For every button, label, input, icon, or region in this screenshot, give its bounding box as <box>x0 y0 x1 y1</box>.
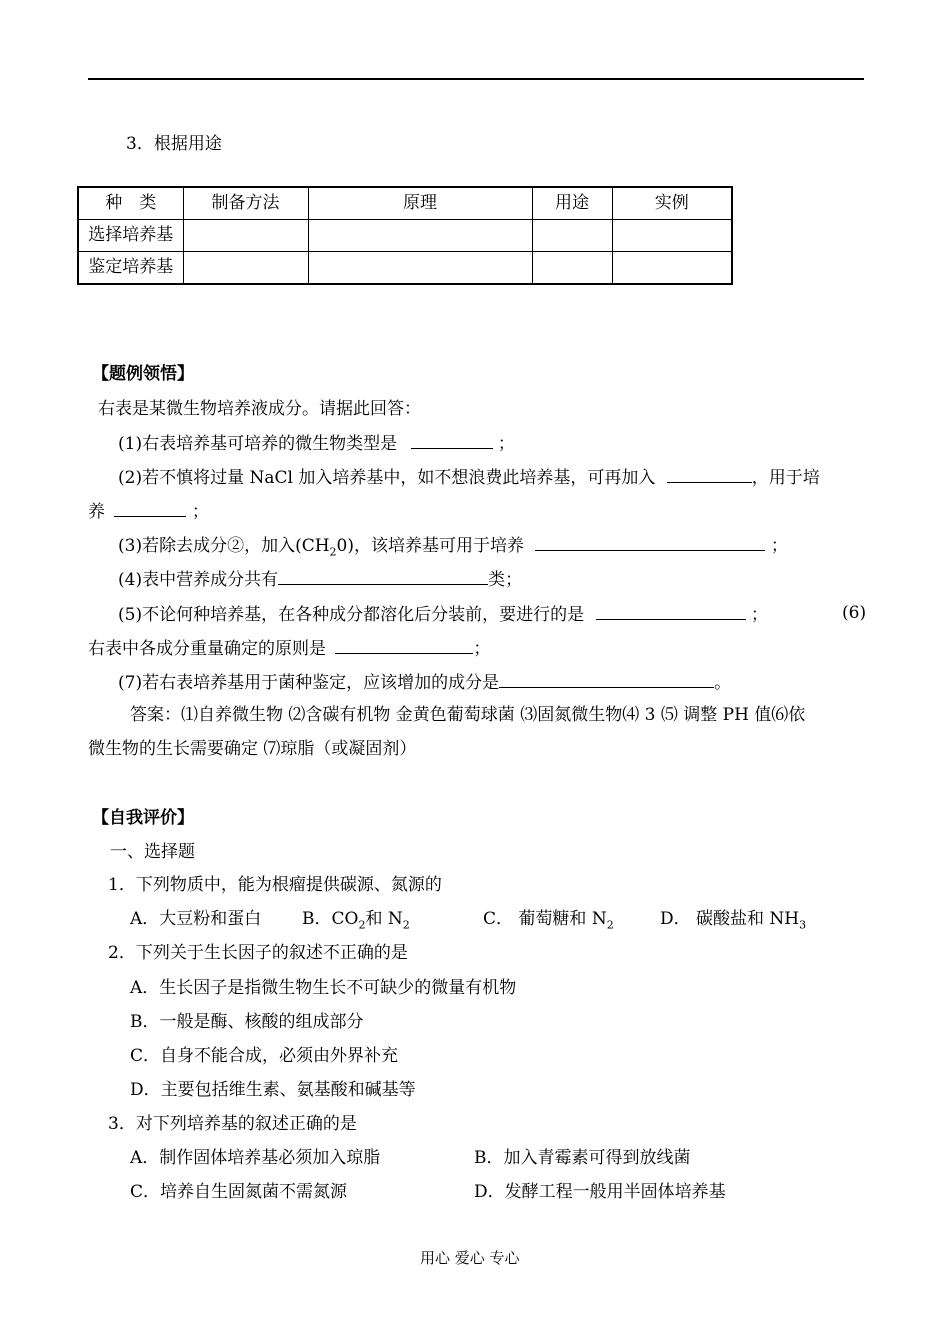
question-text: ； <box>191 502 209 522</box>
question-text: 右表中各成分重量确定的原则是 <box>88 639 326 659</box>
subscript: 2 <box>606 918 614 932</box>
option-c <box>483 909 614 932</box>
table-header-cell: 用途 <box>532 187 612 220</box>
question-7 <box>118 671 731 693</box>
question-text: ； <box>750 605 768 625</box>
table-cell <box>612 252 732 285</box>
subscript: 2 <box>329 545 337 559</box>
question-text: 养 <box>88 502 105 522</box>
table-header-cell: 原理 <box>308 187 532 220</box>
option-a: A．制作固体培养基必须加入琼脂 <box>130 1148 381 1168</box>
table-row <box>78 252 732 285</box>
option-c: C．自身不能合成，必须由外界补充 <box>130 1046 399 1066</box>
option-b: B．加入青霉素可得到放线菌 <box>474 1148 691 1168</box>
table-cell <box>183 220 308 252</box>
table-header-cell: 实例 <box>612 187 732 220</box>
answer-blank <box>114 500 186 517</box>
example-intro: 右表是某微生物培养液成分。请据此回答： <box>98 399 421 419</box>
option-d: D．发酵工程一般用半固体培养基 <box>474 1182 726 1202</box>
table-row <box>78 220 732 252</box>
option-b: B．一般是酶、核酸的组成部分 <box>130 1012 364 1032</box>
question-text: 0)，该培养基可用于培养 <box>336 536 524 556</box>
answer-blank <box>667 466 752 483</box>
option-c: C．培养自生固氮菌不需氮源 <box>130 1182 348 1202</box>
section-heading: 3．根据用途 <box>126 134 222 154</box>
table-cell <box>308 252 532 285</box>
table-header-cell: 种 类 <box>78 187 183 220</box>
answer-line-1: 答案：⑴自养微生物 ⑵含碳有机物 金黄色葡萄球菌 ⑶固氮微生物⑷ 3 ⑸ 调整 PH 值⑹依 <box>130 705 806 725</box>
answer-blank <box>411 432 493 449</box>
table-cell <box>183 252 308 285</box>
table-cell <box>612 220 732 252</box>
question-text: ，用于培 <box>751 468 820 488</box>
question-6-number: (6) <box>842 603 867 623</box>
answer-blank <box>596 603 746 620</box>
header-rule <box>88 78 864 80</box>
question-text: (4)表中营养成分共有 <box>118 570 279 590</box>
question-text: (1)右表培养基可培养的微生物类型是 <box>118 434 398 454</box>
example-heading: 【题例领悟】 <box>92 364 194 384</box>
question-3 <box>118 534 788 559</box>
question-text: 。 <box>714 673 732 693</box>
subscript: 2 <box>358 918 366 932</box>
option-text: D． 碳酸盐和 NH <box>660 909 800 929</box>
option-d <box>660 909 807 932</box>
answer-blank <box>535 534 765 551</box>
option-text: C． 葡萄糖和 N <box>483 909 607 929</box>
table-cell: 选择培养基 <box>78 220 183 252</box>
table-cell <box>532 252 612 285</box>
question-text: (7)若右表培养基用于菌种鉴定，应该增加的成分是 <box>118 673 500 693</box>
subscript: 2 <box>402 918 410 932</box>
question-text: (5)不论何种培养基，在各种成分都溶化后分装前，要进行的是 <box>118 605 585 625</box>
subscript: 3 <box>799 918 807 932</box>
medium-table <box>77 186 733 285</box>
question-5 <box>118 603 768 625</box>
option-a: A．生长因子是指微生物生长不可缺少的微量有机物 <box>130 978 517 998</box>
table-cell <box>308 220 532 252</box>
table-cell <box>532 220 612 252</box>
question-text: (3)若除去成分②，加入(CH <box>118 536 330 556</box>
mc-question-3: 3．对下列培养基的叙述正确的是 <box>108 1114 357 1134</box>
option-d: D．主要包括维生素、氨基酸和碱基等 <box>130 1080 416 1100</box>
question-text: 类； <box>488 570 523 590</box>
option-text: B．CO <box>302 909 359 929</box>
option-text: 和 N <box>365 909 403 929</box>
table-cell: 鉴定培养基 <box>78 252 183 285</box>
table-header-row <box>78 187 732 220</box>
page-footer: 用心 爱心 专心 <box>420 1249 520 1267</box>
question-6 <box>88 637 490 659</box>
question-1 <box>118 432 515 454</box>
question-text: (2)若不慎将过量 NaCl 加入培养基中，如不想浪费此培养基，可再加入 <box>118 468 656 488</box>
question-text: ； <box>497 434 515 454</box>
question-text: ； <box>473 639 491 659</box>
answer-blank <box>499 671 714 688</box>
answer-blank <box>335 637 473 654</box>
answer-blank <box>278 568 488 585</box>
question-text: ； <box>770 536 788 556</box>
mc-question-1: 1．下列物质中，能为根瘤提供碳源、氮源的 <box>108 875 442 895</box>
option-b <box>302 909 410 932</box>
option-a: A．大豆粉和蛋白 <box>130 909 262 929</box>
mc-question-2: 2．下列关于生长因子的叙述不正确的是 <box>108 943 408 963</box>
self-eval-heading: 【自我评价】 <box>92 808 194 828</box>
question-2 <box>118 466 820 488</box>
question-2-cont <box>88 500 209 522</box>
table-header-cell: 制备方法 <box>183 187 308 220</box>
answer-line-2: 微生物的生长需要确定 ⑺琼脂（或凝固剂） <box>88 739 417 759</box>
question-4 <box>118 568 522 590</box>
part-heading: 一、选择题 <box>110 842 195 862</box>
